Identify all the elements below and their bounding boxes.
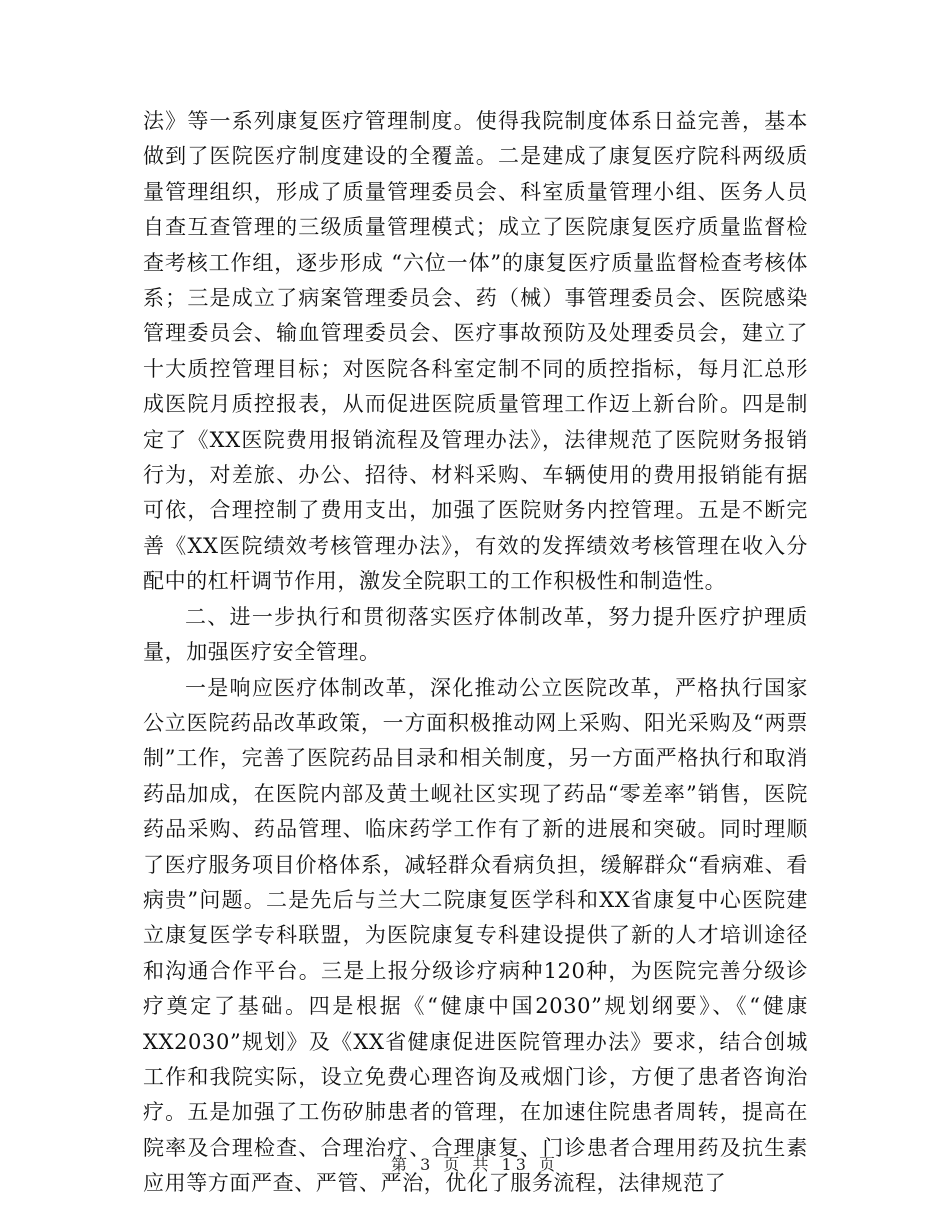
paragraph-3: 一是响应医疗体制改革，深化推动公立医院改革，严格执行国家公立医院药品改革政策，一方面积极推动网上采购、阳光采购及“两票制”工作，完善了医院药品目录和相关制度，另一方面严格执行和取消药品加成，在医院内部及黄土岘社区实现了药品“零差率”销售，医院药品采购、药品管理、临床药学工作有了新的进展和突破。同时理顺了医疗服务项目价格体系，减轻群众看病负担，缓解群众“看病难、看病贵”问题。二是先后与兰大二院康复医学科和XX省康复中心医院建立康复医学专科联盟，为医院康复专科建设提供了新的人才培训途径和沟通合作平台。三是上报分级诊疗病种120种，为医院完善分级诊疗奠定了基础。四是根据《“健康中国2030”规划纲要》、《“健康XX2030”规划》及《XX省健康促进医院管理办法》要求，结合创城工作和我院实际，设立免费心理咨询及戒烟门诊，方便了患者咨询治疗。五是加强了工伤矽肺患者的管理，在加速住院患者周转，提高在院率及合理检查、合理治疗、合理康复、门诊患者合理用药及抗生素应用等方面严查、严管、严治，优化了服务流程，法律规范了 [143,675,808,1196]
paragraph-1: 法》等一系列康复医疗管理制度。使得我院制度体系日益完善，基本做到了医院医疗制度建设的全覆盖。二是建成了康复医疗院科两级质量管理组织，形成了质量管理委员会、科室质量管理小组、医务人员自查互查管理的三级质量管理模式；成立了医院康复医疗质量监督检查考核工作组，逐步形成 “六位一体”的康复医疗质量监督检查考核体系；三是成立了病案管理委员会、药（械）事管理委员会、医院感染管理委员会、输血管理委员会、医疗事故预防及处理委员会，建立了十大质控管理目标；对医院各科室定制不同的质控指标，每月汇总形成医院月质控报表，从而促进医院质量管理工作迈上新台阶。四是制定了《XX医院费用报销流程及管理办法》，法律规范了医院财务报销行为，对差旅、办公、招待、材料采购、车辆使用的费用报销能有据可依，合理控制了费用支出，加强了医院财务内控管理。五是不断完善《XX医院绩效考核管理办法》，有效的发挥绩效考核管理在收入分配中的杠杆调节作用，激发全院职工的工作积极性和制造性。 [143,109,808,594]
document-body [143,104,808,1202]
page-number-footer: 第 3 页 共 13 页 [391,1155,559,1174]
paragraph-2-section-heading: 二、进一步执行和贯彻落实医疗体制改革，努力提升医疗护理质量，加强医疗安全管理。 [143,604,808,665]
